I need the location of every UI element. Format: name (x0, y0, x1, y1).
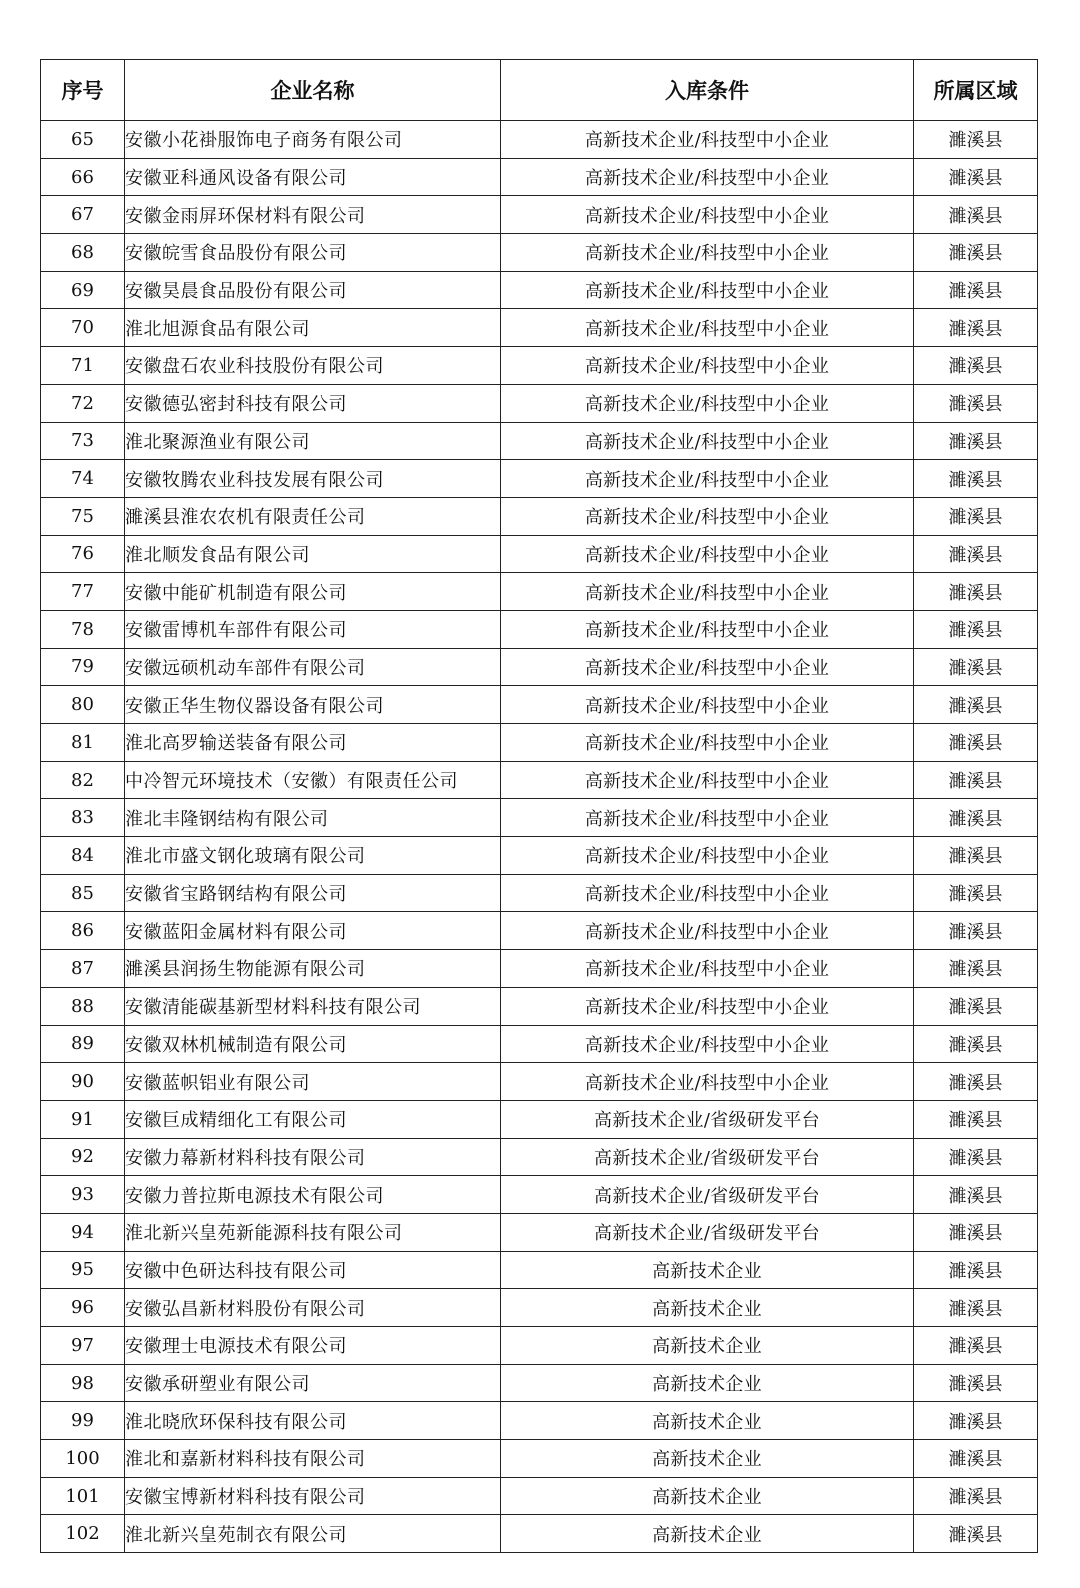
region-cell: 濉溪县 (914, 1515, 1038, 1553)
admission-condition-cell: 高新技术企业/省级研发平台 (501, 1213, 914, 1251)
company-name-cell: 淮北旭源食品有限公司 (125, 309, 501, 347)
region-cell: 濉溪县 (914, 1138, 1038, 1176)
table-row (41, 460, 1038, 498)
serial-number-cell: 68 (41, 234, 125, 272)
admission-condition-cell: 高新技术企业/科技型中小企业 (501, 460, 914, 498)
serial-number-cell: 88 (41, 987, 125, 1025)
admission-condition-cell: 高新技术企业/科技型中小企业 (501, 950, 914, 988)
region-cell: 濉溪县 (914, 610, 1038, 648)
company-name-cell: 安徽双林机械制造有限公司 (125, 1025, 501, 1063)
table-row (41, 1025, 1038, 1063)
region-cell: 濉溪县 (914, 497, 1038, 535)
serial-number-cell: 83 (41, 799, 125, 837)
admission-condition-cell: 高新技术企业/省级研发平台 (501, 1100, 914, 1138)
table-row (41, 1289, 1038, 1327)
table-row (41, 234, 1038, 272)
region-cell: 濉溪县 (914, 1100, 1038, 1138)
admission-condition-cell: 高新技术企业/科技型中小企业 (501, 196, 914, 234)
serial-number-cell: 75 (41, 497, 125, 535)
company-name-cell: 中冷智元环境技术（安徽）有限责任公司 (125, 761, 501, 799)
company-name-cell: 安徽亚科通风设备有限公司 (125, 158, 501, 196)
serial-number-cell: 79 (41, 648, 125, 686)
header-serial-number: 序号 (41, 60, 125, 121)
region-cell: 濉溪县 (914, 874, 1038, 912)
table-row (41, 422, 1038, 460)
table-row (41, 347, 1038, 385)
company-name-cell: 安徽中能矿机制造有限公司 (125, 573, 501, 611)
region-cell: 濉溪县 (914, 686, 1038, 724)
serial-number-cell: 80 (41, 686, 125, 724)
admission-condition-cell: 高新技术企业/科技型中小企业 (501, 799, 914, 837)
company-name-cell: 安徽金雨屏环保材料有限公司 (125, 196, 501, 234)
serial-number-cell: 89 (41, 1025, 125, 1063)
table-row (41, 950, 1038, 988)
serial-number-cell: 67 (41, 196, 125, 234)
table-row (41, 196, 1038, 234)
admission-condition-cell: 高新技术企业 (501, 1402, 914, 1440)
company-name-cell: 淮北新兴皇苑制衣有限公司 (125, 1515, 501, 1553)
table-row (41, 761, 1038, 799)
company-name-cell: 安徽雷博机车部件有限公司 (125, 610, 501, 648)
admission-condition-cell: 高新技术企业/科技型中小企业 (501, 158, 914, 196)
admission-condition-cell: 高新技术企业/科技型中小企业 (501, 384, 914, 422)
company-name-cell: 安徽力普拉斯电源技术有限公司 (125, 1176, 501, 1214)
serial-number-cell: 76 (41, 535, 125, 573)
serial-number-cell: 73 (41, 422, 125, 460)
table-row (41, 912, 1038, 950)
admission-condition-cell: 高新技术企业 (501, 1440, 914, 1478)
table-row (41, 837, 1038, 875)
company-name-cell: 淮北晓欣环保科技有限公司 (125, 1402, 501, 1440)
region-cell: 濉溪县 (914, 724, 1038, 762)
serial-number-cell: 84 (41, 837, 125, 875)
region-cell: 濉溪县 (914, 573, 1038, 611)
company-name-cell: 安徽正华生物仪器设备有限公司 (125, 686, 501, 724)
serial-number-cell: 91 (41, 1100, 125, 1138)
table-row (41, 874, 1038, 912)
region-cell: 濉溪县 (914, 460, 1038, 498)
admission-condition-cell: 高新技术企业/科技型中小企业 (501, 234, 914, 272)
table-row (41, 1402, 1038, 1440)
company-name-cell: 安徽宝博新材料科技有限公司 (125, 1477, 501, 1515)
region-cell: 濉溪县 (914, 309, 1038, 347)
admission-condition-cell: 高新技术企业/科技型中小企业 (501, 347, 914, 385)
company-name-cell: 安徽承研塑业有限公司 (125, 1364, 501, 1402)
table-row (41, 1327, 1038, 1365)
table-row (41, 1213, 1038, 1251)
table-body (41, 121, 1038, 1553)
serial-number-cell: 98 (41, 1364, 125, 1402)
header-admission-condition: 入库条件 (501, 60, 914, 121)
region-cell: 濉溪县 (914, 384, 1038, 422)
table-row (41, 573, 1038, 611)
table-row (41, 1477, 1038, 1515)
company-name-cell: 淮北聚源渔业有限公司 (125, 422, 501, 460)
company-name-cell: 淮北顺发食品有限公司 (125, 535, 501, 573)
admission-condition-cell: 高新技术企业/科技型中小企业 (501, 422, 914, 460)
region-cell: 濉溪县 (914, 1063, 1038, 1101)
serial-number-cell: 93 (41, 1176, 125, 1214)
company-name-cell: 淮北市盛文钢化玻璃有限公司 (125, 837, 501, 875)
company-name-cell: 安徽小花褂服饰电子商务有限公司 (125, 121, 501, 159)
company-name-cell: 安徽蓝阳金属材料有限公司 (125, 912, 501, 950)
table-row (41, 1100, 1038, 1138)
company-name-cell: 濉溪县润扬生物能源有限公司 (125, 950, 501, 988)
header-company-name: 企业名称 (125, 60, 501, 121)
region-cell: 濉溪县 (914, 1364, 1038, 1402)
admission-condition-cell: 高新技术企业/科技型中小企业 (501, 1063, 914, 1101)
serial-number-cell: 74 (41, 460, 125, 498)
region-cell: 濉溪县 (914, 1025, 1038, 1063)
admission-condition-cell: 高新技术企业/科技型中小企业 (501, 121, 914, 159)
table-row (41, 271, 1038, 309)
admission-condition-cell: 高新技术企业/省级研发平台 (501, 1176, 914, 1214)
table-row (41, 1515, 1038, 1553)
region-cell: 濉溪县 (914, 1440, 1038, 1478)
company-name-cell: 淮北丰隆钢结构有限公司 (125, 799, 501, 837)
region-cell: 濉溪县 (914, 761, 1038, 799)
serial-number-cell: 96 (41, 1289, 125, 1327)
serial-number-cell: 69 (41, 271, 125, 309)
region-cell: 濉溪县 (914, 196, 1038, 234)
region-cell: 濉溪县 (914, 234, 1038, 272)
admission-condition-cell: 高新技术企业 (501, 1327, 914, 1365)
serial-number-cell: 65 (41, 121, 125, 159)
admission-condition-cell: 高新技术企业 (501, 1289, 914, 1327)
company-name-cell: 安徽皖雪食品股份有限公司 (125, 234, 501, 272)
region-cell: 濉溪县 (914, 1251, 1038, 1289)
region-cell: 濉溪县 (914, 1213, 1038, 1251)
table-row (41, 799, 1038, 837)
table-row (41, 1138, 1038, 1176)
region-cell: 濉溪县 (914, 648, 1038, 686)
table-row (41, 610, 1038, 648)
serial-number-cell: 86 (41, 912, 125, 950)
region-cell: 濉溪县 (914, 347, 1038, 385)
company-name-cell: 安徽清能碳基新型材料科技有限公司 (125, 987, 501, 1025)
serial-number-cell: 81 (41, 724, 125, 762)
region-cell: 濉溪县 (914, 535, 1038, 573)
admission-condition-cell: 高新技术企业/科技型中小企业 (501, 610, 914, 648)
serial-number-cell: 101 (41, 1477, 125, 1515)
serial-number-cell: 94 (41, 1213, 125, 1251)
table-row (41, 309, 1038, 347)
table-row (41, 497, 1038, 535)
table-row (41, 158, 1038, 196)
admission-condition-cell: 高新技术企业/科技型中小企业 (501, 271, 914, 309)
company-name-cell: 安徽理士电源技术有限公司 (125, 1327, 501, 1365)
table-row (41, 648, 1038, 686)
company-name-cell: 安徽德弘密封科技有限公司 (125, 384, 501, 422)
region-cell: 濉溪县 (914, 422, 1038, 460)
admission-condition-cell: 高新技术企业/科技型中小企业 (501, 874, 914, 912)
admission-condition-cell: 高新技术企业/科技型中小企业 (501, 309, 914, 347)
table-row (41, 1364, 1038, 1402)
serial-number-cell: 70 (41, 309, 125, 347)
region-cell: 濉溪县 (914, 1327, 1038, 1365)
company-name-cell: 安徽省宝路钢结构有限公司 (125, 874, 501, 912)
serial-number-cell: 95 (41, 1251, 125, 1289)
admission-condition-cell: 高新技术企业/科技型中小企业 (501, 912, 914, 950)
header-region: 所属区域 (914, 60, 1038, 121)
admission-condition-cell: 高新技术企业 (501, 1477, 914, 1515)
admission-condition-cell: 高新技术企业/科技型中小企业 (501, 724, 914, 762)
region-cell: 濉溪县 (914, 987, 1038, 1025)
serial-number-cell: 78 (41, 610, 125, 648)
company-name-cell: 安徽巨成精细化工有限公司 (125, 1100, 501, 1138)
table-row (41, 1176, 1038, 1214)
table-row (41, 384, 1038, 422)
table-row (41, 1251, 1038, 1289)
admission-condition-cell: 高新技术企业/科技型中小企业 (501, 686, 914, 724)
serial-number-cell: 90 (41, 1063, 125, 1101)
table-row (41, 987, 1038, 1025)
serial-number-cell: 99 (41, 1402, 125, 1440)
serial-number-cell: 100 (41, 1440, 125, 1478)
serial-number-cell: 87 (41, 950, 125, 988)
admission-condition-cell: 高新技术企业/科技型中小企业 (501, 573, 914, 611)
serial-number-cell: 97 (41, 1327, 125, 1365)
admission-condition-cell: 高新技术企业/省级研发平台 (501, 1138, 914, 1176)
admission-condition-cell: 高新技术企业/科技型中小企业 (501, 761, 914, 799)
enterprise-table (40, 59, 1038, 1553)
company-name-cell: 淮北高罗输送装备有限公司 (125, 724, 501, 762)
admission-condition-cell: 高新技术企业/科技型中小企业 (501, 837, 914, 875)
region-cell: 濉溪县 (914, 1402, 1038, 1440)
region-cell: 濉溪县 (914, 912, 1038, 950)
region-cell: 濉溪县 (914, 121, 1038, 159)
company-name-cell: 安徽力幕新材料科技有限公司 (125, 1138, 501, 1176)
table-row (41, 535, 1038, 573)
company-name-cell: 安徽远硕机动车部件有限公司 (125, 648, 501, 686)
serial-number-cell: 102 (41, 1515, 125, 1553)
table-row (41, 1063, 1038, 1101)
region-cell: 濉溪县 (914, 158, 1038, 196)
company-name-cell: 安徽牧腾农业科技发展有限公司 (125, 460, 501, 498)
company-name-cell: 安徽蓝帜铝业有限公司 (125, 1063, 501, 1101)
serial-number-cell: 71 (41, 347, 125, 385)
region-cell: 濉溪县 (914, 1289, 1038, 1327)
admission-condition-cell: 高新技术企业 (501, 1515, 914, 1553)
region-cell: 濉溪县 (914, 1176, 1038, 1214)
table-row (41, 1440, 1038, 1478)
table-row (41, 121, 1038, 159)
company-name-cell: 淮北和嘉新材料科技有限公司 (125, 1440, 501, 1478)
admission-condition-cell: 高新技术企业/科技型中小企业 (501, 497, 914, 535)
company-name-cell: 安徽盘石农业科技股份有限公司 (125, 347, 501, 385)
serial-number-cell: 66 (41, 158, 125, 196)
serial-number-cell: 92 (41, 1138, 125, 1176)
region-cell: 濉溪县 (914, 837, 1038, 875)
company-name-cell: 安徽昊晨食品股份有限公司 (125, 271, 501, 309)
region-cell: 濉溪县 (914, 950, 1038, 988)
table-row (41, 686, 1038, 724)
company-name-cell: 安徽中色研达科技有限公司 (125, 1251, 501, 1289)
admission-condition-cell: 高新技术企业/科技型中小企业 (501, 987, 914, 1025)
company-name-cell: 濉溪县淮农农机有限责任公司 (125, 497, 501, 535)
serial-number-cell: 72 (41, 384, 125, 422)
region-cell: 濉溪县 (914, 1477, 1038, 1515)
serial-number-cell: 85 (41, 874, 125, 912)
serial-number-cell: 82 (41, 761, 125, 799)
region-cell: 濉溪县 (914, 799, 1038, 837)
company-name-cell: 安徽弘昌新材料股份有限公司 (125, 1289, 501, 1327)
admission-condition-cell: 高新技术企业/科技型中小企业 (501, 1025, 914, 1063)
admission-condition-cell: 高新技术企业/科技型中小企业 (501, 648, 914, 686)
admission-condition-cell: 高新技术企业 (501, 1364, 914, 1402)
region-cell: 濉溪县 (914, 271, 1038, 309)
company-name-cell: 淮北新兴皇苑新能源科技有限公司 (125, 1213, 501, 1251)
admission-condition-cell: 高新技术企业 (501, 1251, 914, 1289)
serial-number-cell: 77 (41, 573, 125, 611)
table-row (41, 724, 1038, 762)
admission-condition-cell: 高新技术企业/科技型中小企业 (501, 535, 914, 573)
header-row (41, 60, 1038, 121)
